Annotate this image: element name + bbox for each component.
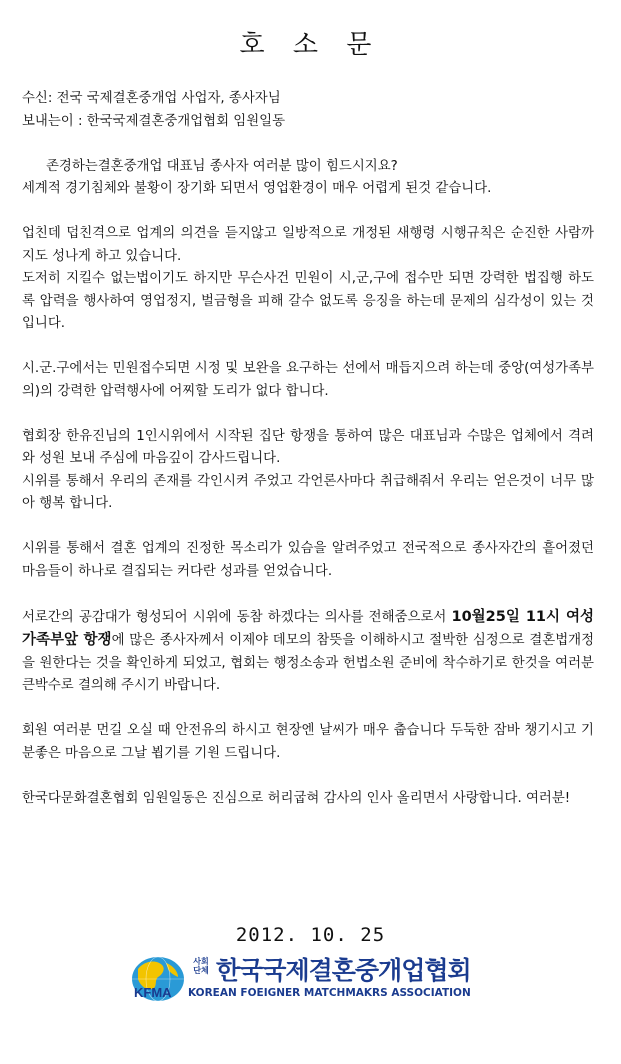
rally-text-post: 에 많은 종사자께서 이제야 데모의 참뜻을 이해하시고 절박한 심정으로 결혼법개정을 원한다는 것을 확인하게 되었고, 협회는 행정소송과 헌법소원 준비에 착수하기로 한것을 여러분 큰박수로 결의해 주시기 바랍니다. [22,633,595,693]
document-date: 2012. 10. 25 [235,924,386,946]
enforcement-paragraph: 도저히 지킬수 없는법이기도 하지만 무슨사건 민원이 시,군,구에 접수만 되면 강력한 법집행 하도록 압력을 행사하여 영업정지, 벌금형을 피해 갈수 없도록 응징을 하는데 문제의 심각성이 있는 것 입니다. [22,271,594,331]
local-govt-paragraph: 시.군.구에서는 민원접수되면 시정 및 보완을 요구하는 선에서 매듭지으려 하는데 중앙(여성가족부의)의 강력한 압력행사에 어찌할 도리가 없다 합니다. [22,361,594,399]
rally-text-pre: 서로간의 공감대가 형성되어 시위에 동참 하겠다는 의사를 전해줌으로서 [22,609,452,625]
regulation-paragraph: 업친데 덥친격으로 업계의 의견을 듣지않고 일방적으로 개정된 새행령 시행규칙은 순진한 사람까지도 성나게 하고 있습니다. [22,226,594,264]
association-logo [128,955,488,1007]
closing-paragraph: 한국다문화결혼협회 임원일동은 진심으로 허리굽혀 감사의 인사 올리면서 사랑합니다. 여러분! [22,790,571,806]
rally-date-highlight: 10월25일 11시 여성가족부앞 항쟁 [22,608,594,648]
economy-paragraph: 세계적 경기침체와 불황이 장기화 되면서 영업환경이 매우 어렵게 된것 같습니다. [22,181,492,196]
greeting-paragraph: 존경하는결혼중개업 대표님 종사자 여러분 많이 힘드시지요? [46,158,398,174]
logo-name-korean: 한국국제결혼중개업협회 [216,956,471,985]
logo-tag-line-2: 단체 [193,966,209,975]
protest-thanks-paragraph: 협회장 한유진님의 1인시위에서 시작된 집단 항쟁을 통하여 많은 대표님과 수많은 업체에서 격려와 성원 보내 주심에 마음깊이 감사드립니다. [22,428,594,466]
unity-paragraph: 시위를 통해서 결혼 업계의 진정한 목소리가 있슴을 알려주었고 전국적으로 종사자간의 흩어졌던 마음들이 하나로 결집되는 커다란 성과를 얻었습니다. [22,541,594,579]
globe-text: KFMA [134,985,172,1000]
globe-icon [128,955,186,1003]
logo-tag-line-1: 사회 [193,957,209,966]
logo-tag [191,957,211,975]
logo-name-english: KOREAN FOEIGNER MATCHMAKRS ASSOCIATION [188,987,471,999]
document-body [22,88,594,810]
recipient-line: 수신: 전국 국제결혼중개업 사업자, 종사자님 [22,91,281,106]
sender-line: 보내는이 : 한국국제결혼중개업협회 임원일동 [22,113,286,129]
weather-paragraph: 회원 여러분 먼길 오실 때 안전유의 하시고 현장엔 날씨가 매우 춥습니다 두둑한 잠바 챙기시고 기분좋은 마음으로 그날 뵙기를 기원 드립니다. [22,723,594,761]
rally-paragraph [22,606,594,698]
document-title: 호 소 문 [239,30,382,60]
protest-result-paragraph: 시위를 통해서 우리의 존재를 각인시켜 주었고 각언론사마다 취급해줘서 우리는 얻은것이 너무 많아 행복 합니다. [22,473,594,511]
